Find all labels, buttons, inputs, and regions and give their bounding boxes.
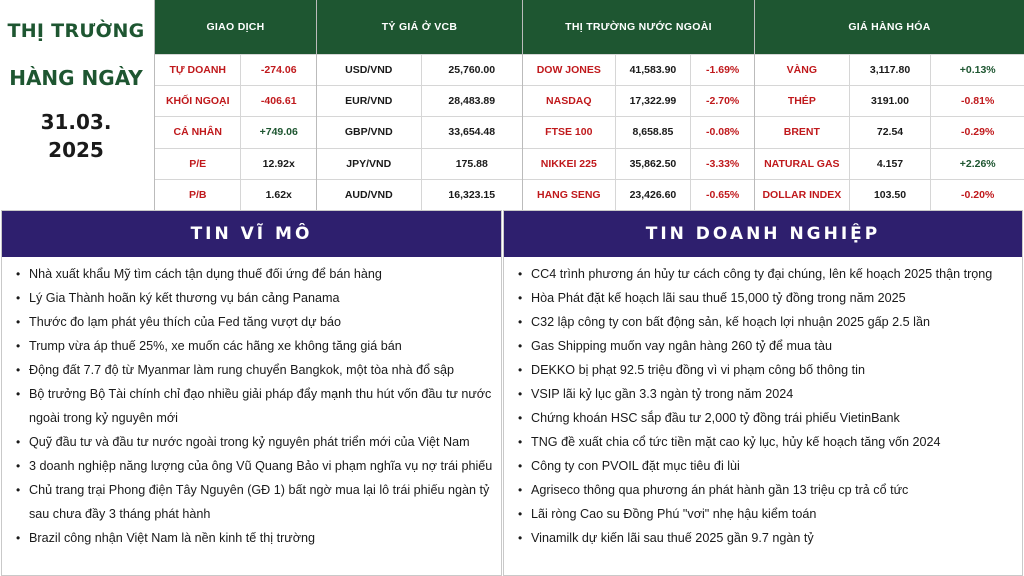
news-headline: Quỹ đầu tư và đầu tư nước ngoài trong kỷ nguyên phát triển mới của Việt Nam: [29, 435, 470, 449]
commodity-section: [754, 0, 1024, 210]
news-headline: Bộ trưởng Bộ Tài chính chỉ đạo nhiều giải pháp đẩy mạnh thu hút vốn đầu tư nước ngoài trong kỷ nguyên mới: [29, 387, 492, 425]
commodity-change: +2.26%: [930, 149, 1024, 179]
corporate-news-list: [504, 257, 1022, 550]
bullet-icon: •: [518, 531, 523, 545]
commodity-change: -0.81%: [930, 86, 1024, 116]
table-row: [317, 179, 522, 210]
bullet-icon: •: [16, 387, 21, 401]
index-value: 17,322.99: [615, 86, 691, 116]
bullet-icon: •: [16, 483, 21, 497]
news-item[interactable]: [16, 310, 495, 334]
news-headline: Brazil công nhận Việt Nam là nền kinh tế thị trường: [29, 531, 315, 545]
table-row: [155, 179, 316, 210]
table-row: [317, 85, 522, 116]
commodity-change: -0.29%: [930, 117, 1024, 147]
index-name: HANG SENG: [537, 188, 601, 201]
index-value: 35,862.50: [615, 149, 691, 179]
news-headline: Gas Shipping muốn vay ngân hàng 260 tỷ để mua tàu: [531, 339, 833, 353]
news-item[interactable]: [518, 526, 1016, 550]
bullet-icon: •: [518, 387, 523, 401]
table-row: [755, 116, 1024, 147]
bullet-icon: •: [16, 267, 21, 281]
table-row: [317, 116, 522, 147]
news-headline: Vinamilk dự kiến lãi sau thuế 2025 gần 9.7 ngàn tỷ: [531, 531, 814, 545]
news-headline: Lãi ròng Cao su Đồng Phú "vơi" nhẹ hậu kiểm toán: [531, 507, 817, 521]
date-line-1: 31.03.: [40, 110, 112, 134]
bullet-icon: •: [16, 315, 21, 329]
index-value: 8,658.85: [615, 117, 691, 147]
trading-label: KHỐI NGOẠI: [165, 95, 230, 108]
news-item[interactable]: [16, 358, 495, 382]
index-change: -1.69%: [690, 55, 754, 85]
foreign-market-header: THỊ TRƯỜNG NƯỚC NGOÀI: [523, 0, 754, 54]
table-row: [523, 179, 754, 210]
bullet-icon: •: [16, 339, 21, 353]
news-item[interactable]: [518, 382, 1016, 406]
exchange-rate-section: [316, 0, 522, 210]
table-row: [155, 54, 316, 85]
news-headline: Công ty con PVOIL đặt mục tiêu đi lùi: [531, 459, 740, 473]
trading-value: -406.61: [240, 86, 316, 116]
commodity-name: BRENT: [783, 126, 820, 139]
exchange-rate-value: 33,654.48: [421, 117, 523, 147]
bullet-icon: •: [518, 315, 523, 329]
index-change: -3.33%: [690, 149, 754, 179]
commodity-name: NATURAL GAS: [764, 157, 840, 170]
commodity-change: +0.13%: [930, 55, 1024, 85]
news-headline: CC4 trình phương án hủy tư cách công ty đại chúng, lên kế hoạch 2025 thận trọng: [531, 267, 993, 281]
corporate-news-header: TIN DOANH NGHIỆP: [504, 211, 1022, 257]
news-headline: DEKKO bị phạt 92.5 triệu đồng vì vi phạm công bố thông tin: [531, 363, 865, 377]
table-row: [523, 116, 754, 147]
index-change: -0.08%: [690, 117, 754, 147]
trading-label: P/E: [189, 157, 207, 170]
trading-value: 1.62x: [240, 180, 316, 210]
trading-value: 12.92x: [240, 149, 316, 179]
table-row: [523, 54, 754, 85]
trading-value: +749.06: [240, 117, 316, 147]
title-line-2: HÀNG NGÀY: [9, 66, 143, 90]
trading-section: [154, 0, 316, 210]
news-headline: 3 doanh nghiệp năng lượng của ông Vũ Quang Bảo vi phạm nghĩa vụ nợ trái phiếu: [29, 459, 493, 473]
table-row: [523, 148, 754, 179]
table-row: [317, 54, 522, 85]
bullet-icon: •: [518, 459, 523, 473]
commodity-value: 3,117.80: [849, 55, 931, 85]
title-block: [0, 0, 152, 210]
news-headline: Lý Gia Thành hoãn ký kết thương vụ bán cảng Panama: [29, 291, 340, 305]
news-item[interactable]: [518, 478, 1016, 502]
news-item[interactable]: [518, 502, 1016, 526]
trading-label: CÁ NHÂN: [173, 126, 222, 139]
news-headline: Trump vừa áp thuế 25%, xe muốn các hãng xe không tăng giá bán: [29, 339, 402, 353]
table-row: [155, 116, 316, 147]
bullet-icon: •: [16, 291, 21, 305]
index-name: NIKKEI 225: [540, 157, 597, 170]
table-row: [755, 179, 1024, 210]
news-item[interactable]: [16, 454, 495, 478]
macro-news-list: [2, 257, 501, 550]
index-change: -2.70%: [690, 86, 754, 116]
news-headline: TNG đề xuất chia cổ tức tiền mặt cao kỷ lục, hủy kế hoạch tăng vốn 2024: [531, 435, 941, 449]
table-row: [755, 85, 1024, 116]
currency-pair: JPY/VND: [346, 157, 392, 170]
news-area: [0, 210, 1024, 576]
commodity-name: THÉP: [787, 95, 816, 108]
bullet-icon: •: [518, 267, 523, 281]
date-line-2: 2025: [48, 138, 104, 162]
commodity-name: VÀNG: [786, 64, 817, 77]
commodity-name: DOLLAR INDEX: [762, 188, 842, 201]
currency-pair: USD/VND: [345, 64, 393, 77]
table-row: [755, 148, 1024, 179]
news-headline: Động đất 7.7 độ từ Myanmar làm rung chuyển Bangkok, một tòa nhà đổ sập: [29, 363, 454, 377]
news-item[interactable]: [518, 286, 1016, 310]
index-value: 41,583.90: [615, 55, 691, 85]
currency-pair: EUR/VND: [345, 95, 393, 108]
exchange-rate-header: TỶ GIÁ Ở VCB: [317, 0, 522, 54]
bullet-icon: •: [518, 507, 523, 521]
exchange-rate-value: 16,323.15: [421, 180, 523, 210]
table-row: [755, 54, 1024, 85]
bullet-icon: •: [16, 363, 21, 377]
bullet-icon: •: [518, 339, 523, 353]
index-change: -0.65%: [690, 180, 754, 210]
trading-label: TỰ DOANH: [169, 64, 226, 77]
commodity-header: GIÁ HÀNG HÓA: [755, 0, 1024, 54]
bullet-icon: •: [518, 363, 523, 377]
news-item[interactable]: [518, 262, 1016, 286]
news-headline: Thước đo lạm phát yêu thích của Fed tăng vượt dự báo: [29, 315, 342, 329]
currency-pair: GBP/VND: [344, 126, 393, 139]
index-name: FTSE 100: [545, 126, 593, 139]
bullet-icon: •: [16, 435, 21, 449]
news-item[interactable]: [518, 310, 1016, 334]
bullet-icon: •: [518, 291, 523, 305]
commodity-value: 72.54: [849, 117, 931, 147]
bullet-icon: •: [518, 411, 523, 425]
news-item[interactable]: [518, 334, 1016, 358]
index-name: DOW JONES: [536, 64, 601, 77]
news-item[interactable]: [518, 406, 1016, 430]
commodity-value: 4.157: [849, 149, 931, 179]
bullet-icon: •: [518, 483, 523, 497]
table-row: [317, 148, 522, 179]
trading-value: -274.06: [240, 55, 316, 85]
news-item[interactable]: [518, 430, 1016, 454]
news-item[interactable]: [16, 286, 495, 310]
news-headline: Nhà xuất khẩu Mỹ tìm cách tận dụng thuế đối ứng để bán hàng: [29, 267, 382, 281]
macro-news-panel: [1, 210, 502, 576]
bullet-icon: •: [16, 531, 21, 545]
news-item[interactable]: [16, 430, 495, 454]
news-headline: C32 lập công ty con bất động sản, kế hoạch lợi nhuận 2025 gấp 2.5 lần: [531, 315, 930, 329]
news-item[interactable]: [16, 478, 495, 526]
news-item[interactable]: [518, 454, 1016, 478]
commodity-value: 3191.00: [849, 86, 931, 116]
table-row: [523, 85, 754, 116]
table-row: [155, 85, 316, 116]
trading-header: GIAO DỊCH: [155, 0, 316, 54]
index-value: 23,426.60: [615, 180, 691, 210]
news-headline: Agriseco thông qua phương án phát hành gần 13 triệu cp trả cổ tức: [531, 483, 909, 497]
commodity-change: -0.20%: [930, 180, 1024, 210]
exchange-rate-value: 175.88: [421, 149, 523, 179]
news-headline: VSIP lãi kỷ lục gần 3.3 ngàn tỷ trong năm 2024: [531, 387, 794, 401]
title-line-1: THỊ TRƯỜNG: [7, 20, 145, 42]
corporate-news-panel: [503, 210, 1023, 576]
news-headline: Hòa Phát đặt kế hoạch lãi sau thuế 15,000 tỷ đồng trong năm 2025: [531, 291, 906, 305]
news-item[interactable]: [16, 526, 495, 550]
news-item[interactable]: [518, 358, 1016, 382]
news-item[interactable]: [16, 382, 495, 430]
news-item[interactable]: [16, 334, 495, 358]
exchange-rate-value: 28,483.89: [421, 86, 523, 116]
exchange-rate-value: 25,760.00: [421, 55, 523, 85]
news-headline: Chủ trang trại Phong điện Tây Nguyên (GĐ 1) bất ngờ mua lại lô trái phiếu ngàn tỷ sau chưa đầy 3 tháng phát hành: [29, 483, 490, 521]
table-row: [155, 148, 316, 179]
macro-news-header: TIN VĨ MÔ: [2, 211, 501, 257]
foreign-market-section: [522, 0, 754, 210]
trading-label: P/B: [188, 188, 207, 201]
bullet-icon: •: [518, 435, 523, 449]
bullet-icon: •: [16, 459, 21, 473]
news-item[interactable]: [16, 262, 495, 286]
news-headline: Chứng khoán HSC sắp đầu tư 2,000 tỷ đồng trái phiếu VietinBank: [531, 411, 900, 425]
index-name: NASDAQ: [546, 95, 592, 108]
commodity-value: 103.50: [849, 180, 931, 210]
currency-pair: AUD/VND: [344, 188, 393, 201]
